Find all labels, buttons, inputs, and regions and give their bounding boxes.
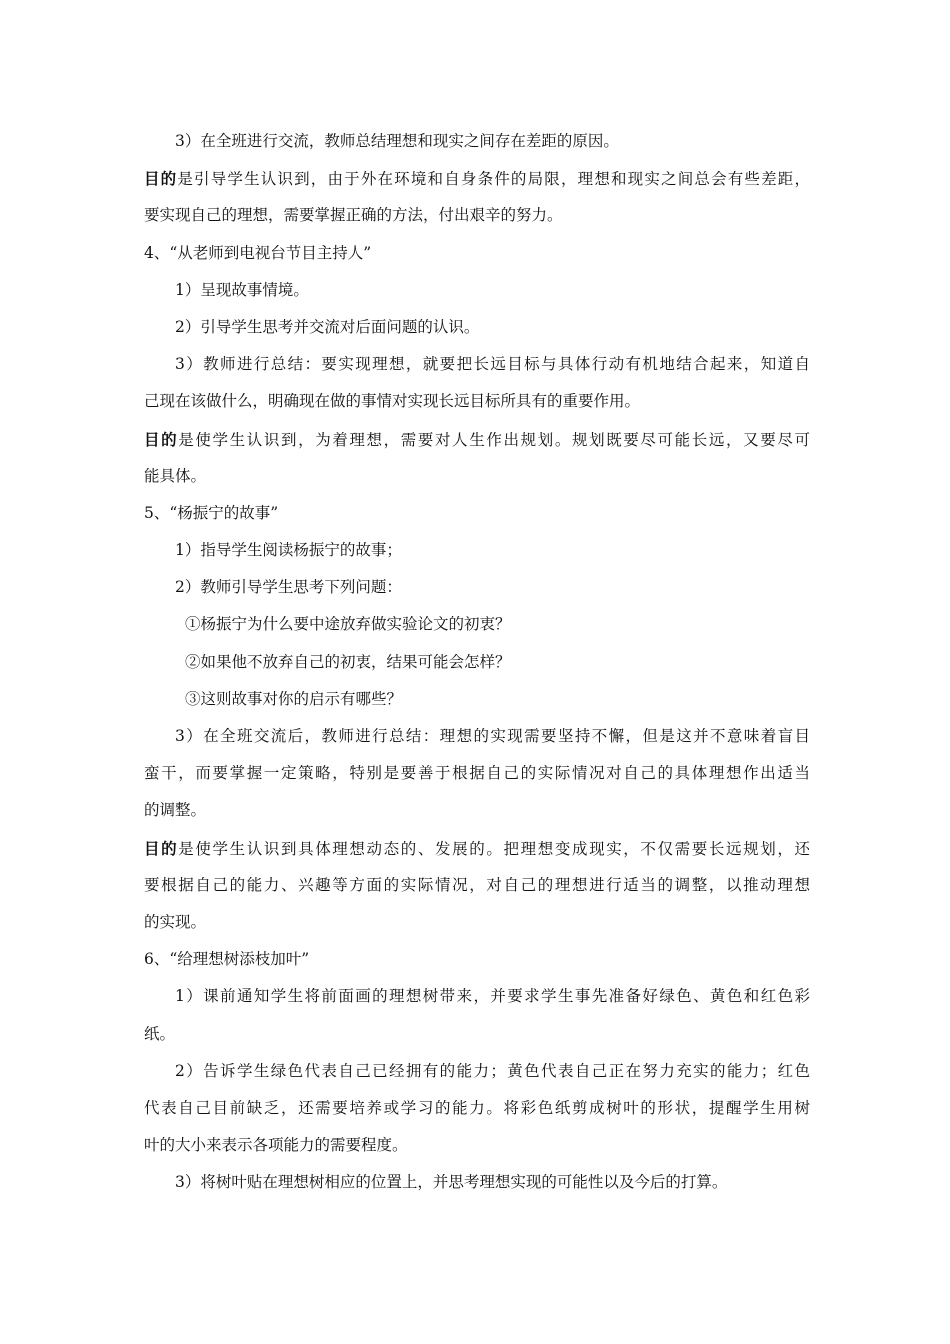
paragraph-line: 2）引导学生思考并交流对后面问题的认识。 <box>175 317 480 336</box>
paragraph-line: 代表自己目前缺乏，还需要培养或学习的能力。将彩色纸剪成树叶的形状，提醒学生用树 <box>144 1098 810 1117</box>
question-item: ①杨振宁为什么要中途放弃做实验论文的初衷？ <box>185 615 511 634</box>
paragraph-line: 3）在全班交流后，教师进行总结：理想的实现需要坚持不懈，但是这并不意味着盲目 <box>175 727 810 745</box>
bold-label: 目的 <box>144 838 179 858</box>
paragraph-line: 1）指导学生阅读杨振宁的故事； <box>175 541 402 560</box>
paragraph-line: 蛮干，而要掌握一定策略，特别是要善于根据自己的实际情况对自己的具体理想作出适当 <box>144 764 810 783</box>
paragraph-line <box>144 160 810 197</box>
paragraph-line: 3）将树叶贴在理想树相应的位置上，并思考理想实现的可能性以及今后的打算。 <box>175 1173 728 1192</box>
section-heading: 5、“杨振宁的故事” <box>144 503 279 522</box>
section-heading: 6、“给理想树添枝加叶” <box>144 950 310 969</box>
paragraph-line: 3）在全班进行交流，教师总结理想和现实之间存在差距的原因。 <box>175 132 619 150</box>
paragraph-line: 3）教师进行总结：要实现理想，就要把长远目标与具体行动有机地结合起来，知道自 <box>175 355 810 374</box>
paragraph-line: 纸。 <box>144 1024 176 1043</box>
paragraph-line: 己现在该做什么，明确现在做的事情对实现长远目标所具有的重要作用。 <box>144 392 641 411</box>
question-item: ③这则故事对你的启示有哪些？ <box>185 689 403 708</box>
paragraph-line: 1）呈现故事情境。 <box>175 280 309 299</box>
paragraph-line: 2）告诉学生绿色代表自己已经拥有的能力；黄色代表自己正在努力充实的能力；红色 <box>175 1061 810 1080</box>
paragraph-line: 叶的大小来表示各项能力的需要程度。 <box>144 1136 408 1155</box>
paragraph-line <box>144 830 810 867</box>
paragraph-text: 是使学生认识到，为着理想，需要对人生作出规划。规划既要尽可能长远，又要尽可 <box>178 430 810 449</box>
paragraph-text: 是引导学生认识到，由于外在环境和自身条件的局限，理想和现实之间总会有些差距， <box>177 170 810 189</box>
bold-label: 目的 <box>144 429 179 449</box>
section-heading: 4、“从老师到电视台节目主持人” <box>144 243 372 262</box>
paragraph-line: 1）课前通知学生将前面画的理想树带来，并要求学生事先准备好绿色、黄色和红色彩 <box>175 987 810 1006</box>
paragraph-line <box>144 421 810 458</box>
paragraph-line: 的调整。 <box>144 801 207 820</box>
question-item: ②如果他不放弃自己的初衷，结果可能会怎样？ <box>185 652 511 671</box>
paragraph-line: 要根据自己的能力、兴趣等方面的实际情况，对自己的理想进行适当的调整，以推动理想 <box>144 875 810 894</box>
paragraph-line: 的实现。 <box>144 912 207 931</box>
paragraph-line: 2）教师引导学生思考下列问题： <box>175 578 402 597</box>
paragraph-line: 能具体。 <box>144 466 207 485</box>
bold-label: 目的 <box>144 169 178 189</box>
paragraph-text: 是使学生认识到具体理想动态的、发展的。把理想变成现实，不仅需要长远规划，还 <box>178 839 810 858</box>
paragraph-line: 要实现自己的理想，需要掌握正确的方法，付出艰辛的努力。 <box>144 206 563 225</box>
